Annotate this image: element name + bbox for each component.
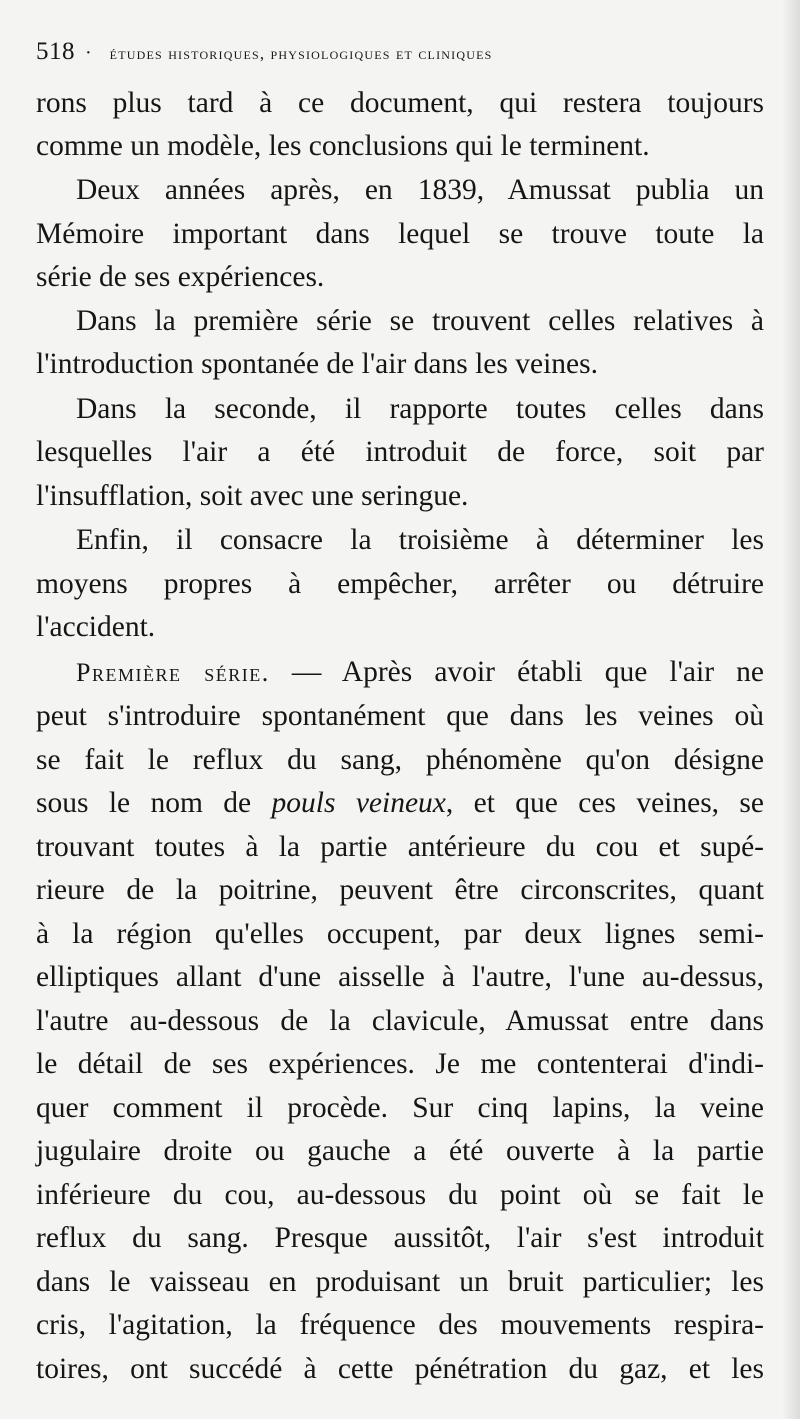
text-line: le détail de ses expériences. Je me contenterai d'indi- xyxy=(36,1048,764,1080)
page-number: 518 xyxy=(36,38,75,65)
text-run: sous le nom de xyxy=(36,787,272,819)
text-line: comme un modèle, les conclusions qui le terminent. xyxy=(36,130,650,162)
section-heading: Première série. xyxy=(76,658,270,687)
text-line: cris, l'agitation, la fréquence des mouvements respira- xyxy=(36,1309,764,1341)
text-line: Enfin, il consacre la troisième à déterminer les xyxy=(76,524,764,556)
text-line: moyens propres à empêcher, arrêter ou détruire xyxy=(36,568,764,600)
text-line: trouvant toutes à la partie antérieure du cou et supé- xyxy=(36,831,764,863)
text-line: l'accident. xyxy=(36,611,156,643)
page-edge-shadow xyxy=(782,0,800,1419)
text-line: rieure de la poitrine, peuvent être circonscrites, quant xyxy=(36,874,764,906)
text-line: l'introduction spontanée de l'air dans les veines. xyxy=(36,348,598,380)
text-line: Mémoire important dans lequel se trouve toute la xyxy=(36,218,764,250)
text-run: — Après avoir établi que l'air ne xyxy=(269,656,764,688)
text-line: série de ses expériences. xyxy=(36,261,325,293)
text-line: lesquelles l'air a été introduit de force, soit par xyxy=(36,436,764,468)
text-run: , et que ces veines, se xyxy=(445,787,764,819)
text-line: reflux du sang. Presque aussitôt, l'air s'est introduit xyxy=(36,1222,764,1254)
text-line: peut s'introduire spontanément que dans les veines où xyxy=(36,700,764,732)
running-head xyxy=(36,38,776,68)
text-line: jugulaire droite ou gauche a été ouverte à la partie xyxy=(36,1135,764,1167)
text-line: quer comment il procède. Sur cinq lapins, la veine xyxy=(36,1092,764,1124)
text-line: Dans la première série se trouvent celles relatives à xyxy=(76,305,764,337)
text-line: Deux années après, en 1839, Amussat publia un xyxy=(76,174,764,206)
text-line: toires, ont succédé à cette pénétration du gaz, et les xyxy=(36,1353,764,1385)
text-line: dans le vaisseau en produisant un bruit particulier; les xyxy=(36,1266,764,1298)
section-heading-line xyxy=(76,653,764,693)
text-line: l'autre au-dessous de la clavicule, Amussat entre dans xyxy=(36,1005,764,1037)
text-line: elliptiques allant d'une aisselle à l'autre, l'une au-dessus, xyxy=(36,961,764,993)
italic-term: pouls veineux xyxy=(271,787,446,819)
text-line: se fait le reflux du sang, phénomène qu'on désigne xyxy=(36,744,764,776)
text-line: rons plus tard à ce document, qui restera toujours xyxy=(36,87,764,119)
text-line: à la région qu'elles occupent, par deux lignes semi- xyxy=(36,918,764,950)
running-head-title: études historiques, physiologiques et cliniques xyxy=(109,44,493,63)
text-line: inférieure du cou, au-dessous du point où se fait le xyxy=(36,1179,764,1211)
text-line xyxy=(36,784,764,824)
header-separator: · xyxy=(85,42,92,64)
text-line: Dans la seconde, il rapporte toutes celles dans xyxy=(76,393,764,425)
text-line: l'insufflation, soit avec une seringue. xyxy=(36,480,469,512)
